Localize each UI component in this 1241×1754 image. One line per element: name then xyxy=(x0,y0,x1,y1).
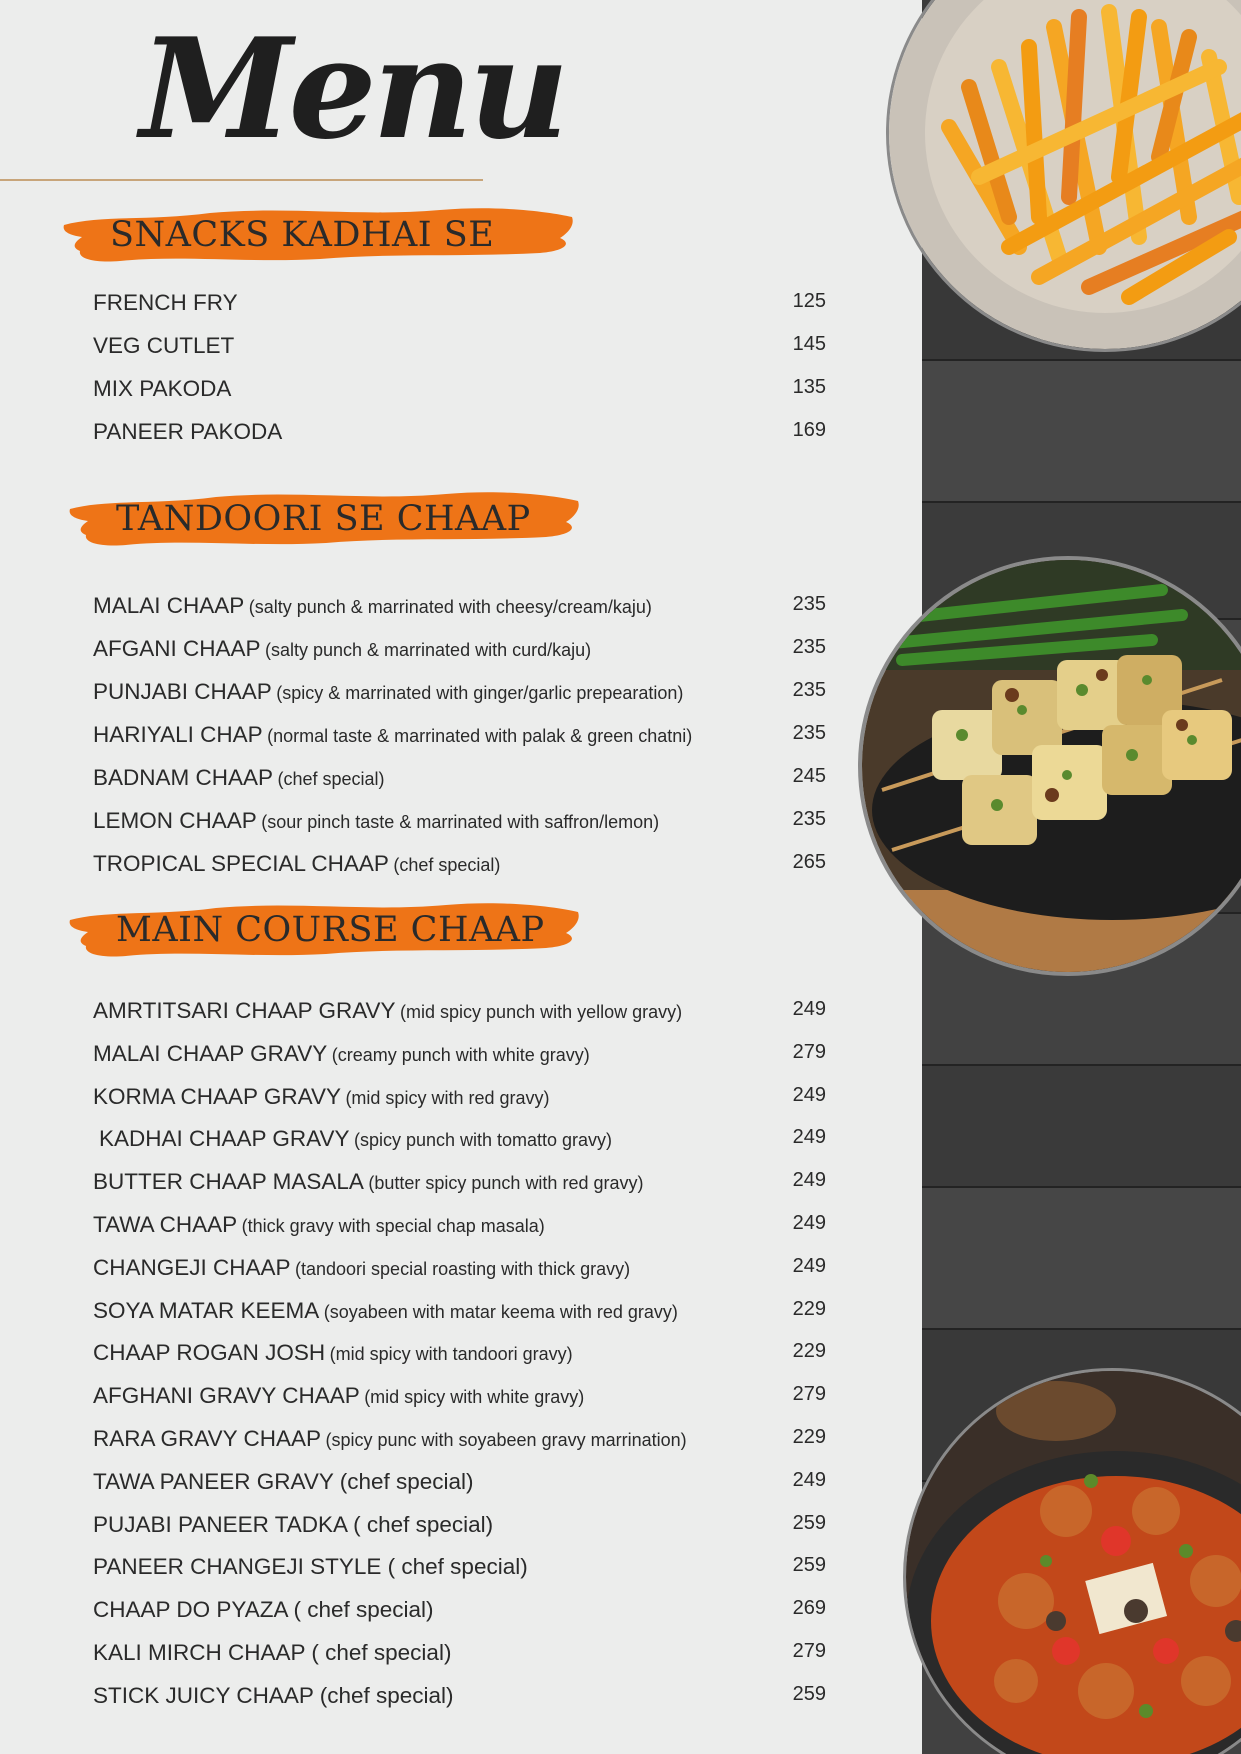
item-price: 259 xyxy=(792,1554,826,1577)
item-price: 245 xyxy=(792,765,826,787)
item-name: CHAAP DO PYAZA ( chef special) xyxy=(93,1597,434,1623)
item-name: FRENCH FRY xyxy=(93,290,238,315)
menu-item xyxy=(93,419,826,462)
item-price: 249 xyxy=(792,1083,826,1106)
item-name: HARIYALI CHAP xyxy=(93,722,263,747)
item-price: 279 xyxy=(792,1383,826,1406)
item-name: PUJABI PANEER TADKA ( chef special) xyxy=(93,1511,494,1537)
menu-item xyxy=(93,376,826,419)
item-name: TROPICAL SPECIAL CHAAP xyxy=(93,851,389,876)
item-name: TAWA PANEER GRAVY (chef special) xyxy=(93,1468,474,1494)
menu-item xyxy=(93,1469,826,1512)
item-price: 249 xyxy=(792,1126,826,1149)
item-name: BADNAM CHAAP xyxy=(93,765,274,790)
item-description: (chef special) xyxy=(277,769,385,789)
menu-item xyxy=(93,1041,826,1084)
menu-item xyxy=(93,765,826,808)
item-name: TAWA CHAAP xyxy=(93,1211,238,1237)
item-name: AFGANI CHAAP xyxy=(93,636,261,661)
item-price: 249 xyxy=(792,1254,826,1277)
item-description: (spicy & marrinated with ginger/garlic prepearation) xyxy=(276,683,684,703)
item-name: PANEER CHANGEJI STYLE ( chef special) xyxy=(93,1554,528,1580)
menu-item xyxy=(93,851,826,894)
item-name: BUTTER CHAAP MASALA xyxy=(93,1169,364,1195)
menu-item xyxy=(93,722,826,765)
menu-item xyxy=(93,1126,826,1169)
menu-item xyxy=(93,636,826,679)
item-name: LEMON CHAAP xyxy=(93,808,257,833)
item-description: (soyabeen with matar keema with red gravy) xyxy=(323,1301,678,1322)
item-price: 249 xyxy=(792,998,826,1020)
item-description: (spicy punc with soyabeen gravy marrination) xyxy=(325,1429,687,1450)
item-price: 259 xyxy=(792,1511,826,1534)
menu-item xyxy=(93,1340,826,1383)
menu-item xyxy=(93,1383,826,1426)
item-price: 235 xyxy=(792,722,826,744)
item-price: 145 xyxy=(792,333,826,355)
item-name: MIX PAKODA xyxy=(93,376,232,401)
item-price: 229 xyxy=(792,1425,826,1448)
item-description: (creamy punch with white gravy) xyxy=(331,1044,590,1065)
item-description: (tandoori special roasting with thick gravy) xyxy=(295,1258,631,1279)
item-description: (mid spicy with red gravy) xyxy=(345,1087,550,1108)
menu-item xyxy=(93,1212,826,1255)
item-price: 135 xyxy=(792,376,826,398)
item-description: (mid spicy with tandoori gravy) xyxy=(329,1344,573,1365)
item-name: PANEER PAKODA xyxy=(93,419,283,444)
menu-item xyxy=(93,808,826,851)
section-title: MAIN COURSE CHAAP xyxy=(116,910,545,950)
section-title: SNACKS KADHAI SE xyxy=(110,215,495,255)
item-price: 249 xyxy=(792,1169,826,1192)
section-title: TANDOORI SE CHAAP xyxy=(116,499,531,539)
item-description: (normal taste & marrinated with palak & green chatni) xyxy=(267,726,693,746)
menu-title: Menu xyxy=(140,7,566,170)
item-price: 125 xyxy=(792,290,826,312)
item-description: (salty punch & marrinated with cheesy/cream/kaju) xyxy=(248,597,652,617)
section-items-tandoori xyxy=(93,593,826,894)
item-name: KALI MIRCH CHAAP ( chef special) xyxy=(93,1639,452,1665)
item-price: 279 xyxy=(792,1639,826,1662)
menu-item xyxy=(93,1640,826,1683)
item-name: STICK JUICY CHAAP (chef special) xyxy=(93,1682,454,1708)
section-banner-snacks xyxy=(60,203,576,265)
menu-item xyxy=(93,679,826,722)
item-description: (salty punch & marrinated with curd/kaju) xyxy=(264,640,592,660)
item-name: PUNJABI CHAAP xyxy=(93,679,272,704)
item-description: (mid spicy punch with yellow gravy) xyxy=(400,1002,683,1022)
item-name: CHANGEJI CHAAP xyxy=(93,1254,291,1280)
menu-item xyxy=(93,1554,826,1597)
menu-item xyxy=(93,1426,826,1469)
menu-item xyxy=(93,1298,826,1341)
item-name: CHAAP ROGAN JOSH xyxy=(93,1340,326,1366)
item-price: 279 xyxy=(792,1040,826,1063)
item-name: SOYA MATAR KEEMA xyxy=(93,1297,320,1323)
menu-item xyxy=(93,1169,826,1212)
item-price: 259 xyxy=(792,1682,826,1705)
item-price: 235 xyxy=(792,636,826,658)
item-price: 235 xyxy=(792,808,826,830)
item-price: 229 xyxy=(792,1340,826,1363)
menu-item xyxy=(93,1597,826,1640)
menu-item xyxy=(93,1084,826,1127)
item-name: KORMA CHAAP GRAVY xyxy=(93,1083,341,1109)
item-name: MALAI CHAAP GRAVY xyxy=(93,1040,328,1066)
item-price: 265 xyxy=(792,851,826,873)
menu-item xyxy=(93,1255,826,1298)
item-price: 235 xyxy=(792,679,826,701)
section-items-snacks xyxy=(93,290,826,462)
menu-item xyxy=(93,1683,826,1726)
item-price: 249 xyxy=(792,1211,826,1234)
item-description: (butter spicy punch with red gravy) xyxy=(368,1173,644,1194)
menu-item xyxy=(93,333,826,376)
item-name: AMRTITSARI CHAAP GRAVY xyxy=(93,998,396,1023)
item-description: (thick gravy with special chap masala) xyxy=(241,1215,545,1236)
item-description: (chef special) xyxy=(393,855,501,875)
item-description: (sour pinch taste & marrinated with saffron/lemon) xyxy=(261,812,660,832)
item-price: 235 xyxy=(792,593,826,615)
title-divider xyxy=(0,179,483,181)
item-description: (mid spicy with white gravy) xyxy=(364,1387,585,1408)
item-name: KADHAI CHAAP GRAVY xyxy=(99,1126,350,1152)
menu-item xyxy=(93,593,826,636)
menu-item xyxy=(93,290,826,333)
item-price: 249 xyxy=(792,1468,826,1491)
item-price: 229 xyxy=(792,1297,826,1320)
item-price: 269 xyxy=(792,1597,826,1620)
item-name: RARA GRAVY CHAAP xyxy=(93,1425,321,1451)
chaap-skewers-photo xyxy=(858,556,1241,976)
menu-item xyxy=(93,998,826,1041)
item-name: MALAI CHAAP xyxy=(93,593,245,618)
item-price: 169 xyxy=(792,419,826,441)
menu-item xyxy=(93,1512,826,1555)
item-name: VEG CUTLET xyxy=(93,333,235,358)
section-banner-tandoori xyxy=(66,487,582,549)
section-items-main-course xyxy=(93,998,826,1726)
item-name: AFGHANI GRAVY CHAAP xyxy=(93,1383,360,1409)
item-description: (spicy punch with tomatto gravy) xyxy=(353,1130,613,1151)
section-banner-main-course xyxy=(66,898,582,960)
